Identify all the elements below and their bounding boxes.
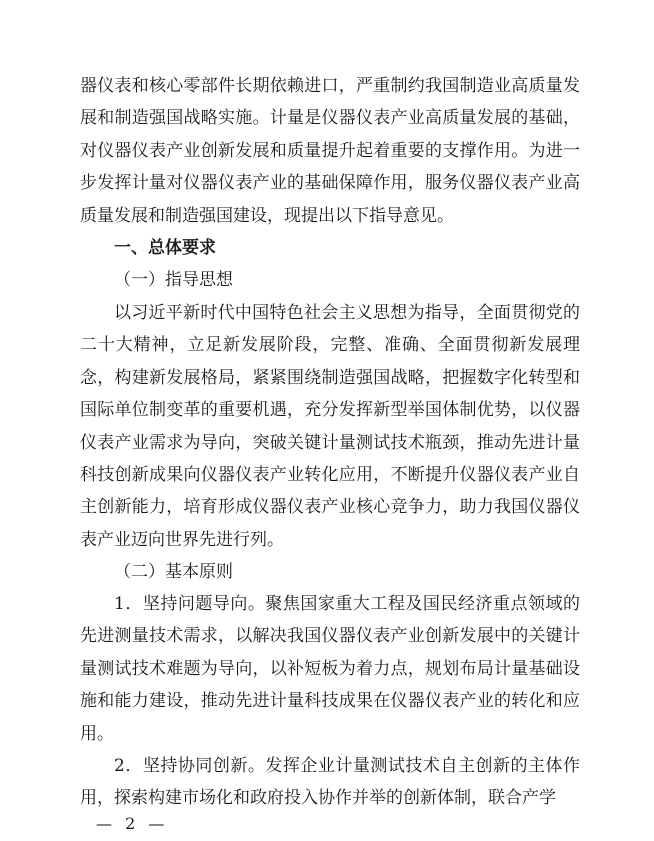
section-heading-general-requirements: 一、总体要求 xyxy=(114,238,216,258)
page-number: — 2 — xyxy=(96,814,169,833)
subsection-heading-basic-principles: （二）基本原则 xyxy=(114,562,233,582)
subsection-heading-guiding-ideology: （一）指导思想 xyxy=(114,270,233,290)
guiding-ideology-paragraph: 以习近平新时代中国特色社会主义思想为指导，全面贯彻党的二十大精神，立足新发展阶段，完整、准确、全面贯彻新发展理念，构建新发展格局，紧紧围绕制造强国战略，把握数字化转型和国际单位制变革的重要机遇，充分发挥新型举国体制优势，以仪器仪表产业需求为导向，突破关键计量测试技术瓶颈，推动先进计量科技创新成果向仪器仪表产业转化应用，不断提升仪器仪表产业自主创新能力，培育形成仪器仪表产业核心竞争力，助力我国仪器仪表产业迈向世界先进行列。 xyxy=(80,303,580,550)
intro-paragraph: 器仪表和核心零部件长期依赖进口，严重制约我国制造业高质量发展和制造强国战略实施。计量是仪器仪表产业高质量发展的基础，对仪器仪表产业创新发展和质量提升起着重要的支撑作用。为进一步发挥计量对仪器仪表产业的基础保障作用，服务仪器仪表产业高质量发展和制造强国建设，现提出以下指导意见。 xyxy=(80,76,580,226)
principle-2-paragraph: 2．坚持协同创新。发挥企业计量测试技术自主创新的主体作用，探索构建市场化和政府投入协作并举的创新体制，联合产学 xyxy=(80,756,580,809)
principle-1-paragraph: 1．坚持问题导向。聚焦国家重大工程及国民经济重点领域的先进测量技术需求，以解决我国仪器仪表产业创新发展中的关键计量测试技术难题为导向，以补短板为着力点，规划布局计量基础设施和能力建设，推动先进计量科技成果在仪器仪表产业的转化和应用。 xyxy=(80,594,580,744)
